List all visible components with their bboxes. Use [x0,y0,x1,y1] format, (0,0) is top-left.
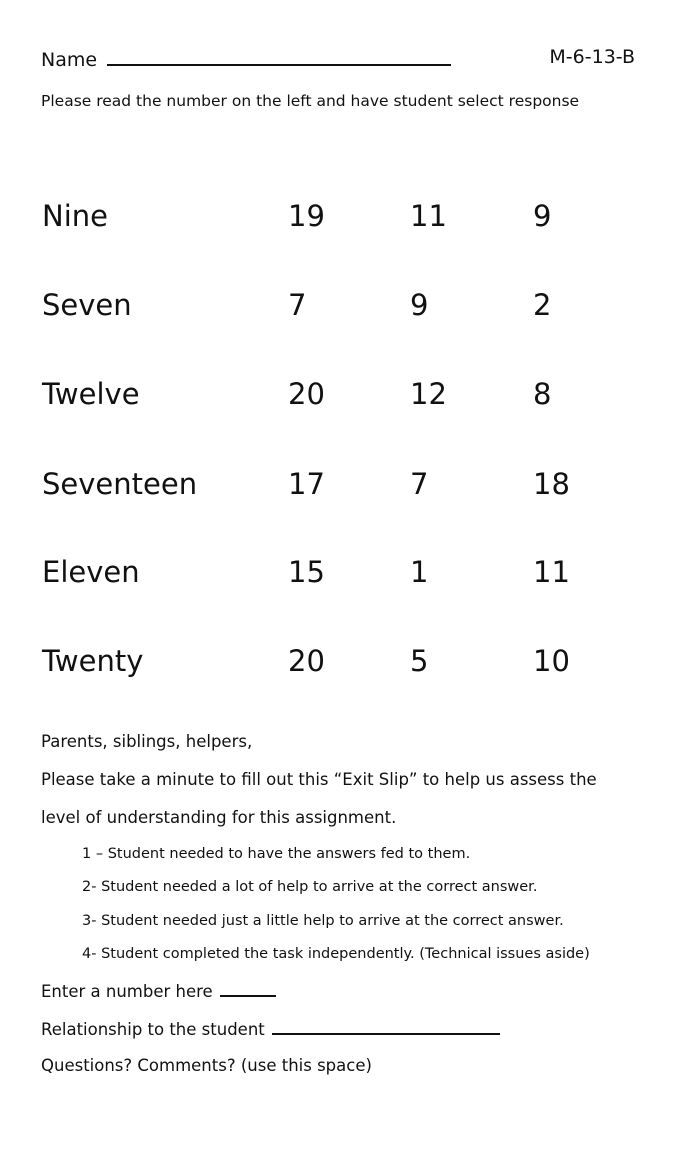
answer-option[interactable]: 12 [410,377,447,411]
number-word: Eleven [42,555,140,589]
number-row [0,288,700,328]
answer-option[interactable]: 2 [533,288,552,322]
level-item: 3- Student needed just a little help to arrive at the correct answer. [82,913,564,929]
name-field [41,46,451,71]
answer-option[interactable]: 9 [533,199,552,233]
answer-option[interactable]: 5 [410,644,429,678]
answer-option[interactable]: 9 [410,288,429,322]
name-label: Name [41,49,98,71]
number-row [0,555,700,595]
number-word: Seventeen [42,467,198,501]
exit-slip-line-2: level of understanding for this assignment. [41,808,397,827]
answer-option[interactable]: 20 [288,377,325,411]
relationship-field [41,1018,500,1039]
number-word: Twenty [42,644,144,678]
relationship-label: Relationship to the student [41,1020,265,1039]
number-row [0,199,700,239]
answer-option[interactable]: 15 [288,555,325,589]
answer-option[interactable]: 8 [533,377,552,411]
answer-option[interactable]: 17 [288,467,325,501]
answer-option[interactable]: 11 [533,555,570,589]
answer-option[interactable]: 20 [288,644,325,678]
comments-label: Questions? Comments? (use this space) [41,1056,372,1075]
answer-option[interactable]: 19 [288,199,325,233]
answer-option[interactable]: 11 [410,199,447,233]
answer-option[interactable]: 7 [410,467,429,501]
answer-option[interactable]: 1 [410,555,429,589]
answer-option[interactable]: 18 [533,467,570,501]
answer-option[interactable]: 7 [288,288,307,322]
worksheet-code: M-6-13-B [549,46,635,68]
name-blank[interactable] [107,46,451,66]
instruction-text: Please read the number on the left and have student select response [41,92,580,110]
exit-slip-line-1: Please take a minute to fill out this “Exit Slip” to help us assess the [41,770,597,789]
answer-option[interactable]: 10 [533,644,570,678]
level-item: 1 – Student needed to have the answers fed to them. [82,846,471,862]
number-word: Nine [42,199,108,233]
enter-number-blank[interactable] [220,980,276,997]
number-row [0,377,700,417]
number-word: Seven [42,288,132,322]
greeting-text: Parents, siblings, helpers, [41,732,253,751]
enter-number-field [41,980,276,1001]
enter-number-label: Enter a number here [41,982,213,1001]
number-row [0,644,700,684]
number-row [0,467,700,507]
level-item: 4- Student completed the task independently. (Technical issues aside) [82,946,590,962]
level-item: 2- Student needed a lot of help to arrive at the correct answer. [82,879,538,895]
number-word: Twelve [42,377,140,411]
relationship-blank[interactable] [272,1018,500,1035]
